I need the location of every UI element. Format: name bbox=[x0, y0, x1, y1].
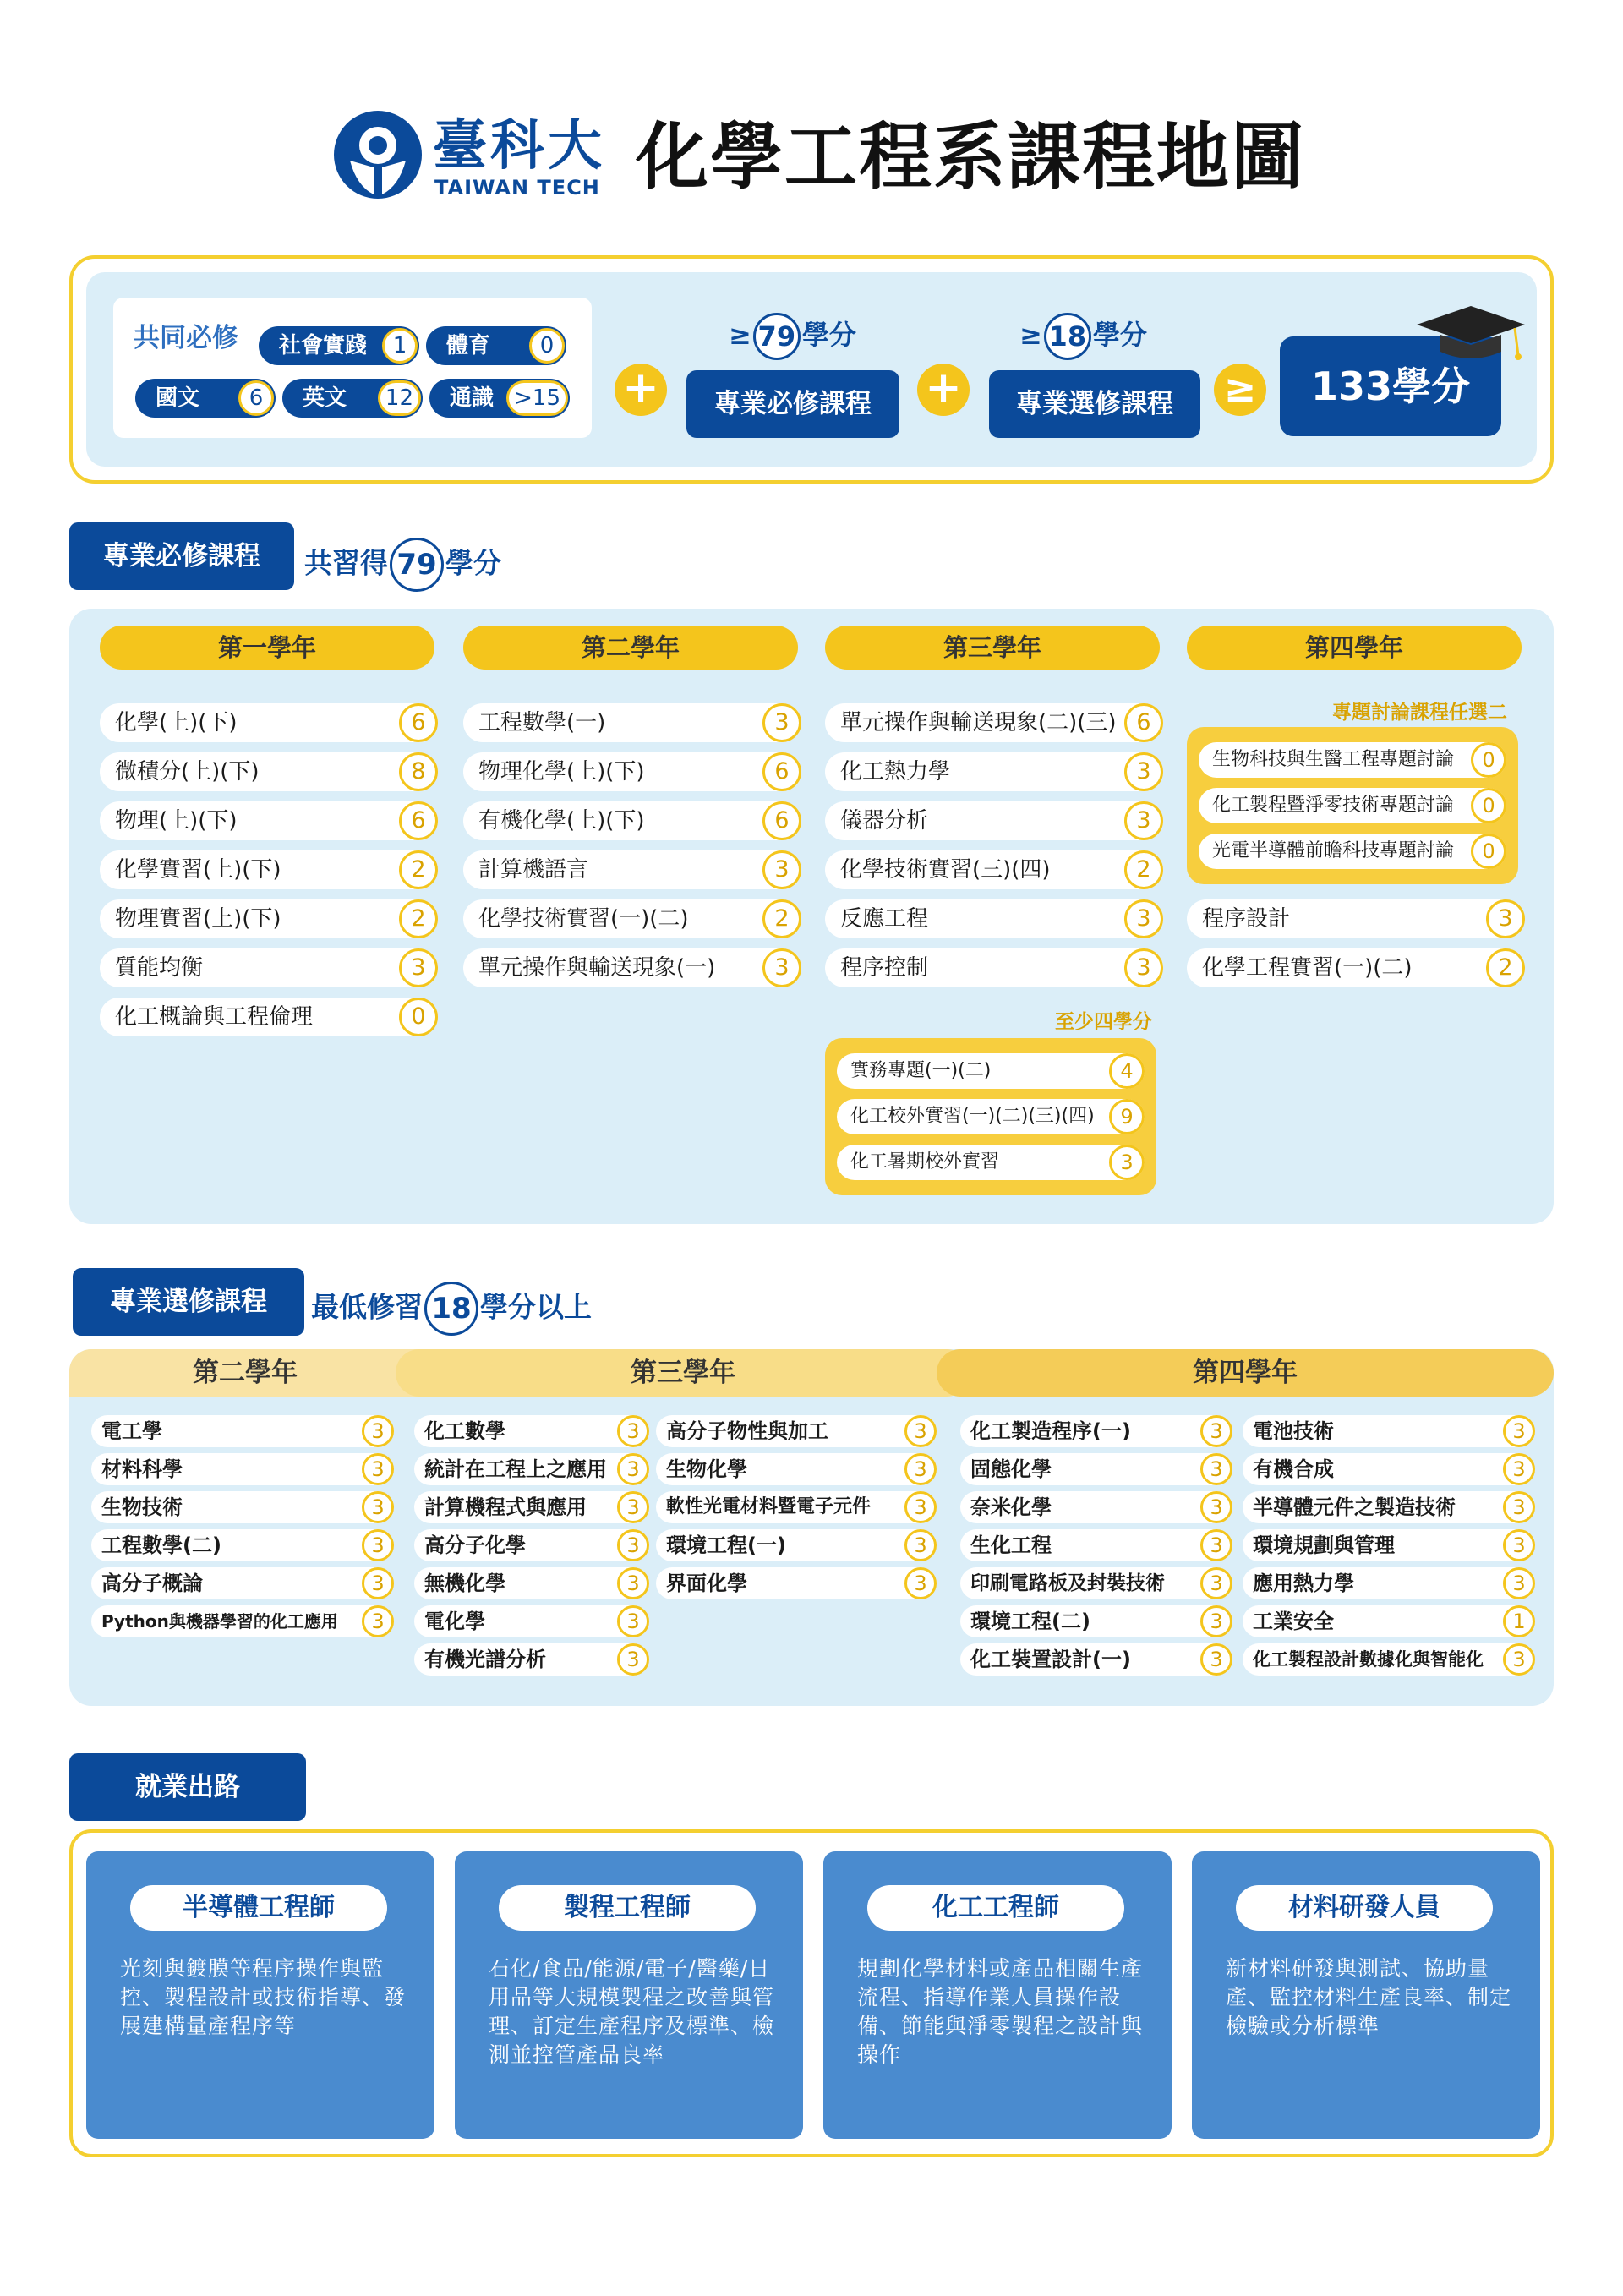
elective-year-header-2: 第二學年 bbox=[69, 1349, 421, 1397]
course-item: 物理實習(上)(下) 2 bbox=[100, 899, 438, 938]
page-title: 化學工程系課程地圖 bbox=[636, 115, 1305, 200]
elective-course-item: 高分子概論 3 bbox=[91, 1567, 394, 1599]
elective-course-item: 固態化學 3 bbox=[960, 1453, 1232, 1485]
career-card-semiconductor bbox=[86, 1851, 434, 2139]
year-header-3: 第三學年 bbox=[825, 626, 1160, 670]
common-item-english: 英文 12 bbox=[282, 379, 423, 418]
course-item: 程序設計 3 bbox=[1187, 899, 1525, 938]
common-required-title: 共同必修 bbox=[134, 323, 238, 353]
elective-course-item: Python與機器學習的化工應用 3 bbox=[91, 1605, 394, 1637]
elective-course-item: 統計在工程上之應用 3 bbox=[414, 1453, 649, 1485]
course-item: 物理化學(上)(下) 6 bbox=[463, 752, 801, 791]
elective-course-item: 應用熱力學 3 bbox=[1243, 1567, 1535, 1599]
course-item: 化學(上)(下) 6 bbox=[100, 703, 438, 742]
course-item: 物理(上)(下) 6 bbox=[100, 801, 438, 840]
course-item: 化工概論與工程倫理 0 bbox=[100, 998, 438, 1036]
elective-course-item: 化工製程設計數據化與智能化 3 bbox=[1243, 1643, 1535, 1676]
elective-course-item: 材料科學 3 bbox=[91, 1453, 394, 1485]
elective-year-header-3: 第三學年 bbox=[396, 1349, 970, 1397]
elective-course-item: 電池技術 3 bbox=[1243, 1415, 1535, 1447]
elective-course-item: 環境工程(一) 3 bbox=[656, 1529, 937, 1561]
elective-course-item: 無機化學 3 bbox=[414, 1567, 649, 1599]
elective-courses-button[interactable]: 專業選修課程 bbox=[989, 370, 1200, 438]
logo-text: 臺科大 bbox=[433, 114, 605, 178]
career-card-process bbox=[455, 1851, 803, 2139]
common-item-pe: 體育 0 bbox=[426, 326, 566, 365]
plus-icon: + bbox=[615, 364, 667, 416]
career-description: 石化/食品/能源/電子/醫藥/日用品等大規模製程之改善與管理、訂定生產程序及標準、檢測並控管產品良率 bbox=[489, 1956, 775, 2067]
elective-course-item: 工程數學(二) 3 bbox=[91, 1529, 394, 1561]
career-title: 半導體工程師 bbox=[130, 1885, 387, 1931]
career-title: 製程工程師 bbox=[499, 1885, 756, 1931]
elective-course-item: 電工學 3 bbox=[91, 1415, 394, 1447]
course-item: 實務專題(一)(二) 4 bbox=[837, 1053, 1145, 1089]
common-item-chinese: 國文 6 bbox=[135, 379, 276, 418]
elective-course-item: 界面化學 3 bbox=[656, 1567, 937, 1599]
course-item: 化學技術實習(一)(二) 2 bbox=[463, 899, 801, 938]
career-card-materials bbox=[1192, 1851, 1540, 2139]
elective-course-item: 軟性光電材料暨電子元件 3 bbox=[656, 1491, 937, 1523]
elective-course-item: 生物技術 3 bbox=[91, 1491, 394, 1523]
course-item: 程序控制 3 bbox=[825, 948, 1163, 987]
course-item: 工程數學(一) 3 bbox=[463, 703, 801, 742]
careers-section-tab: 就業出路 bbox=[69, 1753, 306, 1821]
elective-credit-label: ≥ 18 學分 bbox=[1019, 313, 1147, 360]
course-item: 有機化學(上)(下) 6 bbox=[463, 801, 801, 840]
logo-subtitle: TAIWAN TECH bbox=[434, 176, 600, 200]
course-item: 質能均衡 3 bbox=[100, 948, 438, 987]
elective-course-item: 環境工程(二) 3 bbox=[960, 1605, 1232, 1637]
elective-course-item: 生物化學 3 bbox=[656, 1453, 937, 1485]
career-title: 材料研發人員 bbox=[1236, 1885, 1493, 1931]
elective-course-item: 化工數學 3 bbox=[414, 1415, 649, 1447]
course-item: 計算機語言 3 bbox=[463, 850, 801, 889]
elective-course-item: 環境規劃與管理 3 bbox=[1243, 1529, 1535, 1561]
course-item: 生物科技與生醫工程專題討論 0 bbox=[1199, 742, 1506, 778]
common-item-social: 社會實踐 1 bbox=[259, 326, 419, 365]
elective-course-item: 化工製造程序(一) 3 bbox=[960, 1415, 1232, 1447]
year-header-2: 第二學年 bbox=[463, 626, 798, 670]
course-item: 化學實習(上)(下) 2 bbox=[100, 850, 438, 889]
required-section-subtitle: 共習得 79 學分 bbox=[304, 538, 501, 592]
course-item: 反應工程 3 bbox=[825, 899, 1163, 938]
elective-course-item: 有機光譜分析 3 bbox=[414, 1643, 649, 1676]
total-credits-badge: 133學分 bbox=[1280, 336, 1501, 436]
required-section-tab: 專業必修課程 bbox=[69, 522, 294, 590]
elective-section-tab: 專業選修課程 bbox=[73, 1268, 304, 1336]
career-description: 光刻與鍍膜等程序操作與監控、製程設計或技術指導、發展建構量產程序等 bbox=[120, 1956, 407, 2038]
elective-course-item: 生化工程 3 bbox=[960, 1529, 1232, 1561]
course-item: 光電半導體前瞻科技專題討論 0 bbox=[1199, 834, 1506, 869]
elective-course-item: 奈米化學 3 bbox=[960, 1491, 1232, 1523]
elective-course-item: 工業安全 1 bbox=[1243, 1605, 1535, 1637]
career-card-chemical bbox=[823, 1851, 1172, 2139]
course-item: 化工製程暨淨零技術專題討論 0 bbox=[1199, 788, 1506, 823]
greater-equal-icon: ≥ bbox=[1214, 364, 1266, 416]
course-item: 儀器分析 3 bbox=[825, 801, 1163, 840]
course-item: 單元操作與輸送現象(二)(三) 6 bbox=[825, 703, 1163, 742]
career-title: 化工工程師 bbox=[867, 1885, 1124, 1931]
course-item: 化工校外實習(一)(二)(三)(四) 9 bbox=[837, 1099, 1145, 1134]
graduation-cap-icon bbox=[1412, 303, 1530, 370]
course-item: 化學技術實習(三)(四) 2 bbox=[825, 850, 1163, 889]
taiwan-tech-logo-icon bbox=[331, 108, 424, 201]
required-credit-label: ≥ 79 學分 bbox=[729, 313, 856, 360]
elective-section-subtitle: 最低修習 18 學分以上 bbox=[311, 1282, 592, 1336]
elective-course-item: 計算機程式與應用 3 bbox=[414, 1491, 649, 1523]
course-item: 微積分(上)(下) 8 bbox=[100, 752, 438, 791]
year3-choice-note: 至少四學分 bbox=[1055, 1011, 1152, 1033]
elective-course-item: 印刷電路板及封裝技術 3 bbox=[960, 1567, 1232, 1599]
year-header-1: 第一學年 bbox=[100, 626, 434, 670]
course-item: 化工熱力學 3 bbox=[825, 752, 1163, 791]
course-item: 化學工程實習(一)(二) 2 bbox=[1187, 948, 1525, 987]
elective-course-item: 電化學 3 bbox=[414, 1605, 649, 1637]
year-header-4: 第四學年 bbox=[1187, 626, 1522, 670]
year4-choice-note: 專題討論課程任選二 bbox=[1332, 702, 1507, 724]
elective-course-item: 有機合成 3 bbox=[1243, 1453, 1535, 1485]
plus-icon: + bbox=[917, 364, 970, 416]
career-description: 規劃化學材料或產品相關生產流程、指導作業人員操作設備、節能與淨零製程之設計與操作 bbox=[857, 1956, 1144, 2067]
elective-course-item: 半導體元件之製造技術 3 bbox=[1243, 1491, 1535, 1523]
career-description: 新材料研發與測試、協助量產、監控材料生產良率、制定檢驗或分析標準 bbox=[1226, 1956, 1512, 2038]
elective-year-header-4: 第四學年 bbox=[937, 1349, 1554, 1397]
elective-course-item: 高分子化學 3 bbox=[414, 1529, 649, 1561]
common-item-general: 通識 >15 bbox=[429, 379, 570, 418]
course-item: 單元操作與輸送現象(一) 3 bbox=[463, 948, 801, 987]
elective-course-item: 高分子物性與加工 3 bbox=[656, 1415, 937, 1447]
course-item: 化工暑期校外實習 3 bbox=[837, 1145, 1145, 1180]
elective-course-item: 化工裝置設計(一) 3 bbox=[960, 1643, 1232, 1676]
required-courses-button[interactable]: 專業必修課程 bbox=[686, 370, 899, 438]
